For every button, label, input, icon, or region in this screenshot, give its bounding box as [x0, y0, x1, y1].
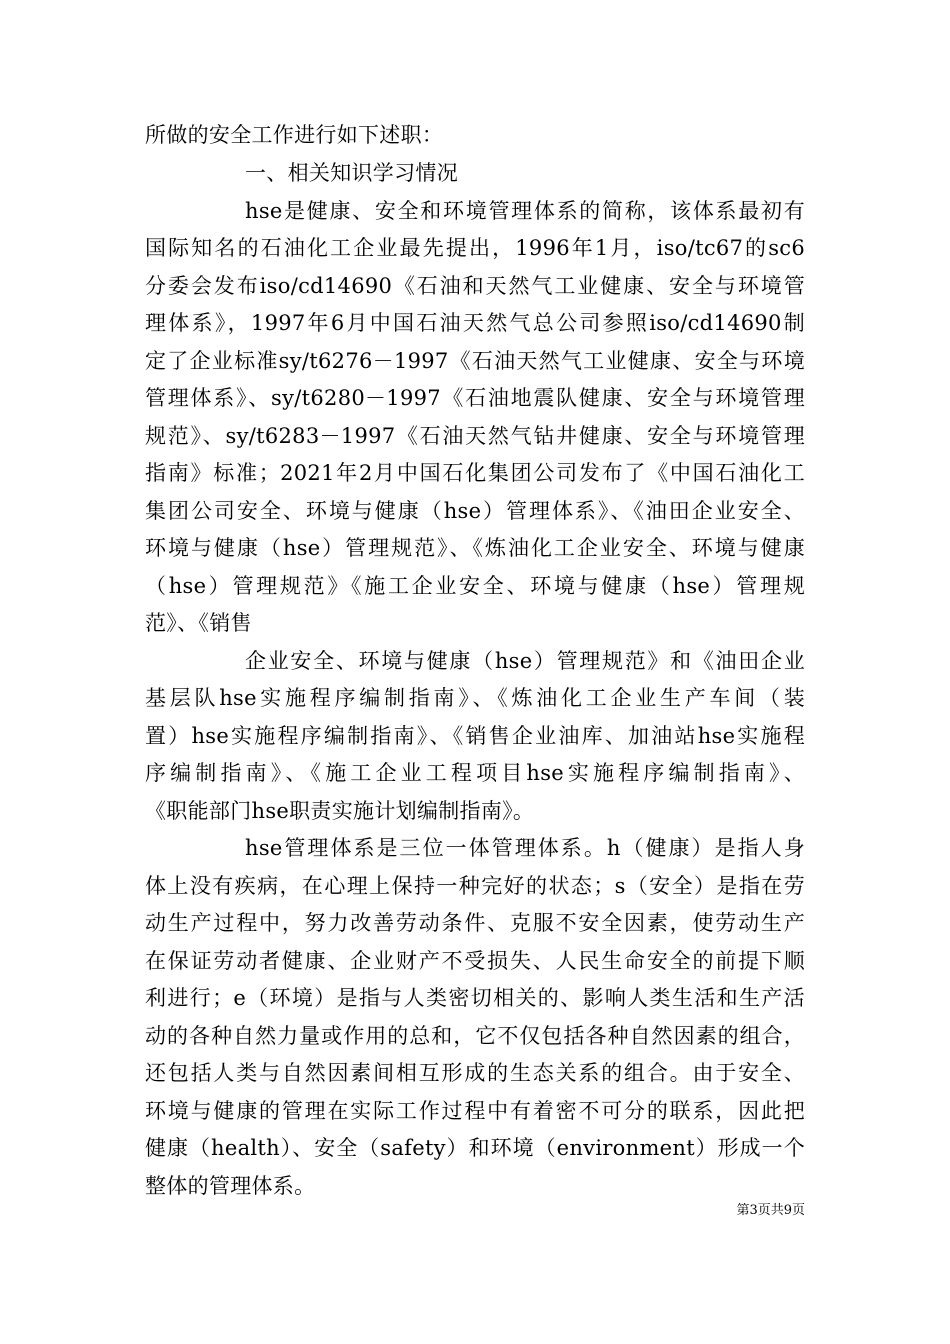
paragraph-line: 管理体系》、sy/t6280－1997《石油地震队健康、安全与环境管理 — [145, 386, 805, 410]
paragraph-line: 理体系》，1997年6月中国石油天然气总公司参照iso/cd14690制 — [145, 311, 805, 335]
paragraph-line: 范》、《销售 — [145, 611, 252, 635]
paragraph-line: 健康（health）、安全（safety）和环境（environment）形成一个 — [145, 1136, 805, 1160]
paragraph-line: 置）hse实施程序编制指南》、《销售企业油库、加油站hse实施程 — [145, 724, 805, 748]
paragraph-line: （hse）管理规范》《施工企业安全、环境与健康（hse）管理规 — [145, 574, 805, 598]
paragraph-line: 基层队hse实施程序编制指南》、《炼油化工企业生产车间（装 — [145, 686, 805, 710]
paragraph-line: 所做的安全工作进行如下述职： — [145, 123, 444, 147]
paragraph-line: 定了企业标准sy/t6276－1997《石油天然气工业健康、安全与环境 — [145, 349, 805, 373]
paragraph-line: 动的各种自然力量或作用的总和，它不仅包括各种自然因素的组合， — [145, 1024, 805, 1048]
paragraph-line: 整体的管理体系。 — [145, 1174, 316, 1198]
paragraph-line: 序编制指南》、《施工企业工程项目hse实施程序编制指南》、 — [145, 761, 805, 785]
paragraph-line: 规范》、sy/t6283－1997《石油天然气钻井健康、安全与环境管理 — [145, 424, 805, 448]
paragraph-line: 《职能部门hse职责实施计划编制指南》。 — [145, 799, 535, 823]
paragraph-line: 动生产过程中，努力改善劳动条件、克服不安全因素，使劳动生产 — [145, 911, 805, 935]
paragraph-line: 分委会发布iso/cd14690《石油和天然气工业健康、安全与环境管 — [145, 274, 805, 298]
paragraph-line: 体上没有疾病，在心理上保持一种完好的状态；s（安全）是指在劳 — [145, 874, 805, 898]
paragraph-line: 环境与健康的管理在实际工作过程中有着密不可分的联系，因此把 — [145, 1099, 805, 1123]
paragraph-line: 集团公司安全、环境与健康（hse）管理体系》、《油田企业安全、 — [145, 499, 805, 523]
paragraph-line: 国际知名的石油化工企业最先提出，1996年1月，iso/tc67的sc6 — [145, 236, 805, 260]
paragraph-line: hse管理体系是三位一体管理体系。h（健康）是指人身 — [245, 836, 805, 860]
paragraph-line: 环境与健康（hse）管理规范》、《炼油化工企业安全、环境与健康 — [145, 536, 805, 560]
section-heading: 一、相关知识学习情况 — [245, 161, 458, 185]
page-number-footer: 第3页共9页 — [736, 1203, 805, 1218]
paragraph-line: 还包括人类与自然因素间相互形成的生态关系的组合。由于安全、 — [145, 1061, 805, 1085]
paragraph-line: 指南》标准；2021年2月中国石化集团公司发布了《中国石油化工 — [145, 461, 805, 485]
paragraph-line: 利进行；e（环境）是指与人类密切相关的、影响人类生活和生产活 — [145, 986, 805, 1010]
paragraph-line: hse是健康、安全和环境管理体系的简称，该体系最初有 — [245, 199, 805, 223]
paragraph-line: 在保证劳动者健康、企业财产不受损失、人民生命安全的前提下顺 — [145, 949, 805, 973]
paragraph-line: 企业安全、环境与健康（hse）管理规范》和《油田企业 — [245, 649, 805, 673]
